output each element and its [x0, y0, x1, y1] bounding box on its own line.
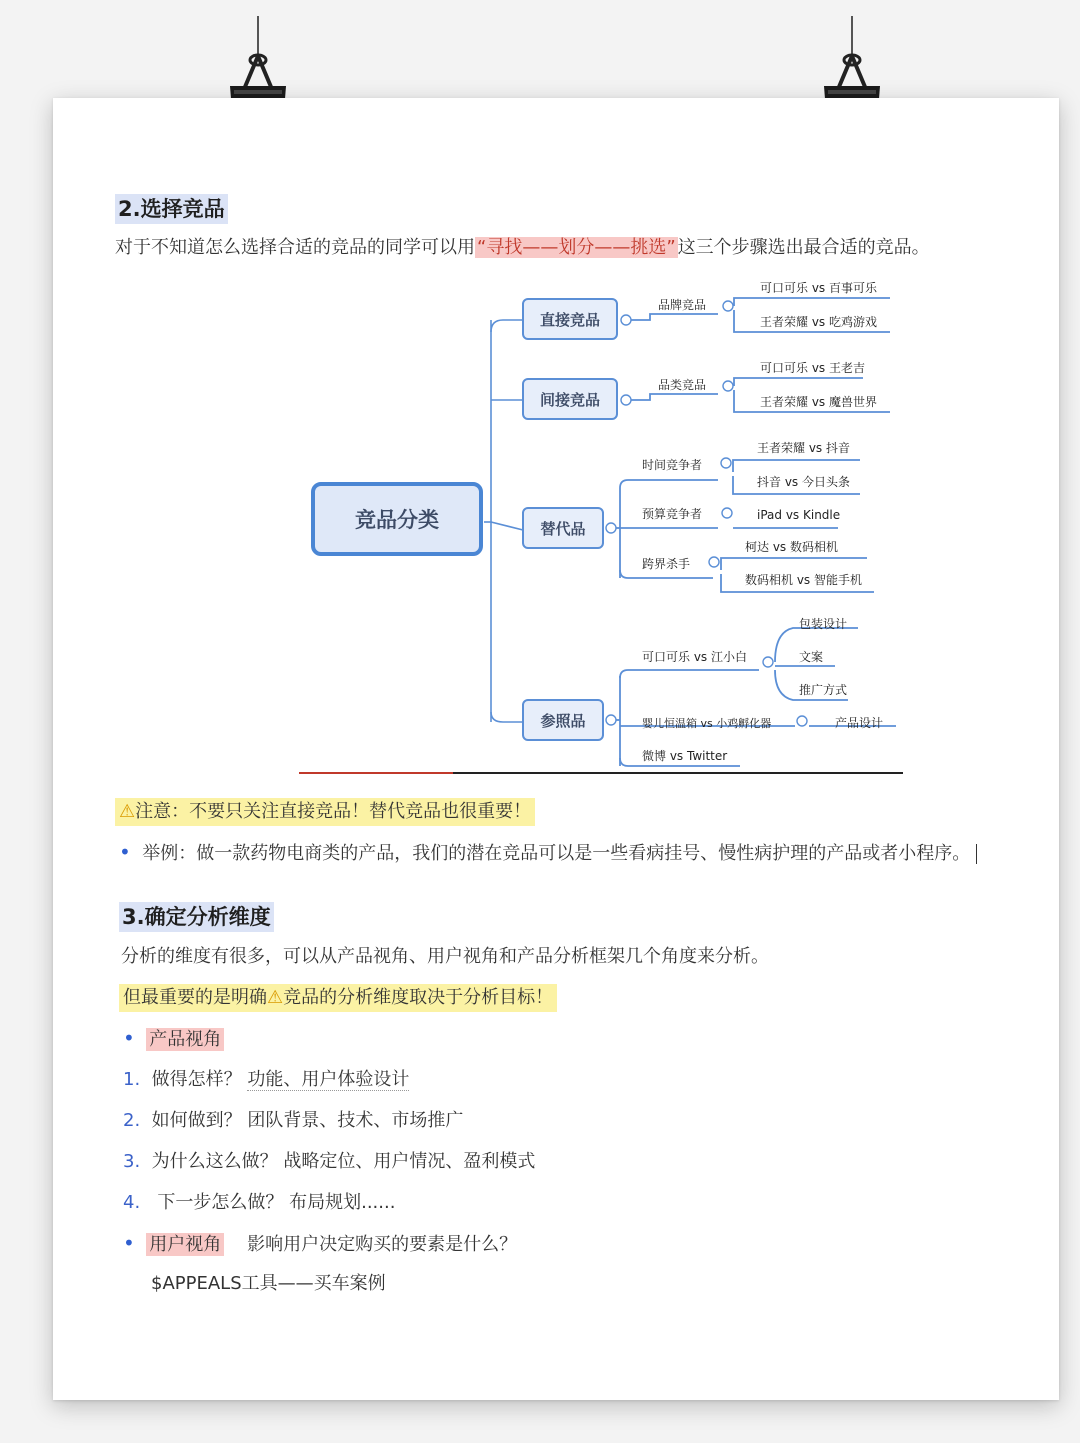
- step-answer: 战略定位、用户情况、盈利模式: [283, 1151, 536, 1172]
- subgroup-crossover: 跨界杀手: [642, 557, 691, 571]
- list-item: [123, 1149, 535, 1175]
- branch-label-direct: 直接竞品: [539, 311, 601, 329]
- list-number: 4.: [123, 1192, 141, 1213]
- step-answer: 功能、用户体验设计: [247, 1069, 410, 1090]
- step-answer: 团队背景、技术、市场推广: [247, 1110, 464, 1131]
- list-item: [123, 1067, 409, 1093]
- leaf-item: 柯达 vs 数码相机: [745, 540, 838, 554]
- leaf-item: iPad vs Kindle: [757, 508, 841, 522]
- step-question: 如何做到？: [151, 1110, 242, 1131]
- branch-label-indirect: 间接竞品: [539, 391, 601, 409]
- intro-highlight: “寻找——划分——挑选”: [477, 237, 676, 258]
- section3-heading: 3.确定分析维度: [119, 902, 274, 932]
- warning-note: [115, 798, 535, 826]
- leaf-item: 王者荣耀 vs 吃鸡游戏: [760, 315, 877, 329]
- list-item: [123, 1108, 463, 1134]
- step-question: 做得怎样？: [151, 1069, 242, 1090]
- leaf-item: 包装设计: [799, 617, 848, 631]
- user-question: 影响用户决定购买的要素是什么？: [247, 1234, 518, 1255]
- appeals-line: $APPEALS工具——买车案例: [151, 1273, 386, 1294]
- bullet-icon: •: [119, 840, 131, 864]
- subgroup-brand: 品牌竞品: [658, 298, 707, 312]
- section3-key-point: [119, 984, 557, 1012]
- list-number: 1.: [123, 1069, 141, 1090]
- leaf-item: 文案: [799, 650, 824, 664]
- leaf-item: 数码相机 vs 智能手机: [745, 573, 862, 587]
- step-answer: 布局规划......: [289, 1192, 396, 1213]
- subgroup-time: 时间竞争者: [642, 458, 703, 472]
- leaf-item: 王者荣耀 vs 魔兽世界: [760, 395, 877, 409]
- list-number: 2.: [123, 1110, 141, 1131]
- example-text: 举例：做一款药物电商类的产品，我们的潜在竞品可以是一些看病挂号、慢性病护理的产品或者小程序。: [142, 843, 971, 864]
- branch-label-reference: 参照品: [540, 712, 586, 730]
- intro-text-after: 这三个步骤选出最合适的竞品。: [677, 237, 930, 258]
- bullet-icon: •: [123, 1026, 135, 1050]
- user-view-label: 用户视角: [146, 1233, 224, 1256]
- text-caret: [976, 844, 977, 864]
- mindmap-diagram: [293, 276, 973, 776]
- subgroup-weibo-twitter: 微博 vs Twitter: [642, 749, 728, 763]
- document-page: [53, 98, 1059, 1400]
- subgroup-category: 品类竞品: [658, 378, 707, 392]
- leaf-item: 产品设计: [835, 716, 884, 730]
- key-before: 但最重要的是明确: [123, 987, 267, 1008]
- step-question: 下一步怎么做？: [157, 1192, 284, 1213]
- user-view-bullet: [123, 1230, 517, 1258]
- subgroup-coke-jxb: 可口可乐 vs 江小白: [642, 650, 747, 664]
- key-after: 竞品的分析维度取决于分析目标！: [283, 987, 554, 1008]
- warning-icon: ⚠: [119, 801, 136, 822]
- bullet-icon: •: [123, 1231, 135, 1255]
- example-bullet: [119, 839, 977, 867]
- leaf-item: 抖音 vs 今日头条: [757, 475, 850, 489]
- leaf-item: 可口可乐 vs 王老吉: [760, 361, 865, 375]
- intro-text-before: 对于不知道怎么选择合适的竞品的同学可以用: [115, 237, 475, 258]
- leaf-item: 推广方式: [799, 683, 848, 697]
- subgroup-incubator: 婴儿恒温箱 vs 小鸡孵化器: [642, 717, 772, 730]
- mindmap-root-label: 竞品分类: [355, 508, 439, 532]
- step-question: 为什么这么做？: [151, 1151, 278, 1172]
- section3-para1: 分析的维度有很多，可以从产品视角、用户视角和产品分析框架几个角度来分析。: [121, 946, 769, 967]
- product-view-label: 产品视角: [146, 1028, 224, 1051]
- leaf-item: 王者荣耀 vs 抖音: [757, 441, 850, 455]
- product-view-bullet: [123, 1025, 224, 1053]
- section2-heading: 2.选择竞品: [115, 194, 228, 224]
- leaf-item: 可口可乐 vs 百事可乐: [760, 281, 877, 295]
- subgroup-budget: 预算竞争者: [642, 507, 703, 521]
- list-number: 3.: [123, 1151, 141, 1172]
- note-text: 注意：不要只关注直接竞品！替代竞品也很重要！: [135, 801, 532, 822]
- section2-intro: [115, 235, 930, 261]
- branch-label-substitute: 替代品: [540, 520, 586, 538]
- warning-icon: ⚠: [267, 987, 284, 1008]
- list-item: [123, 1190, 395, 1216]
